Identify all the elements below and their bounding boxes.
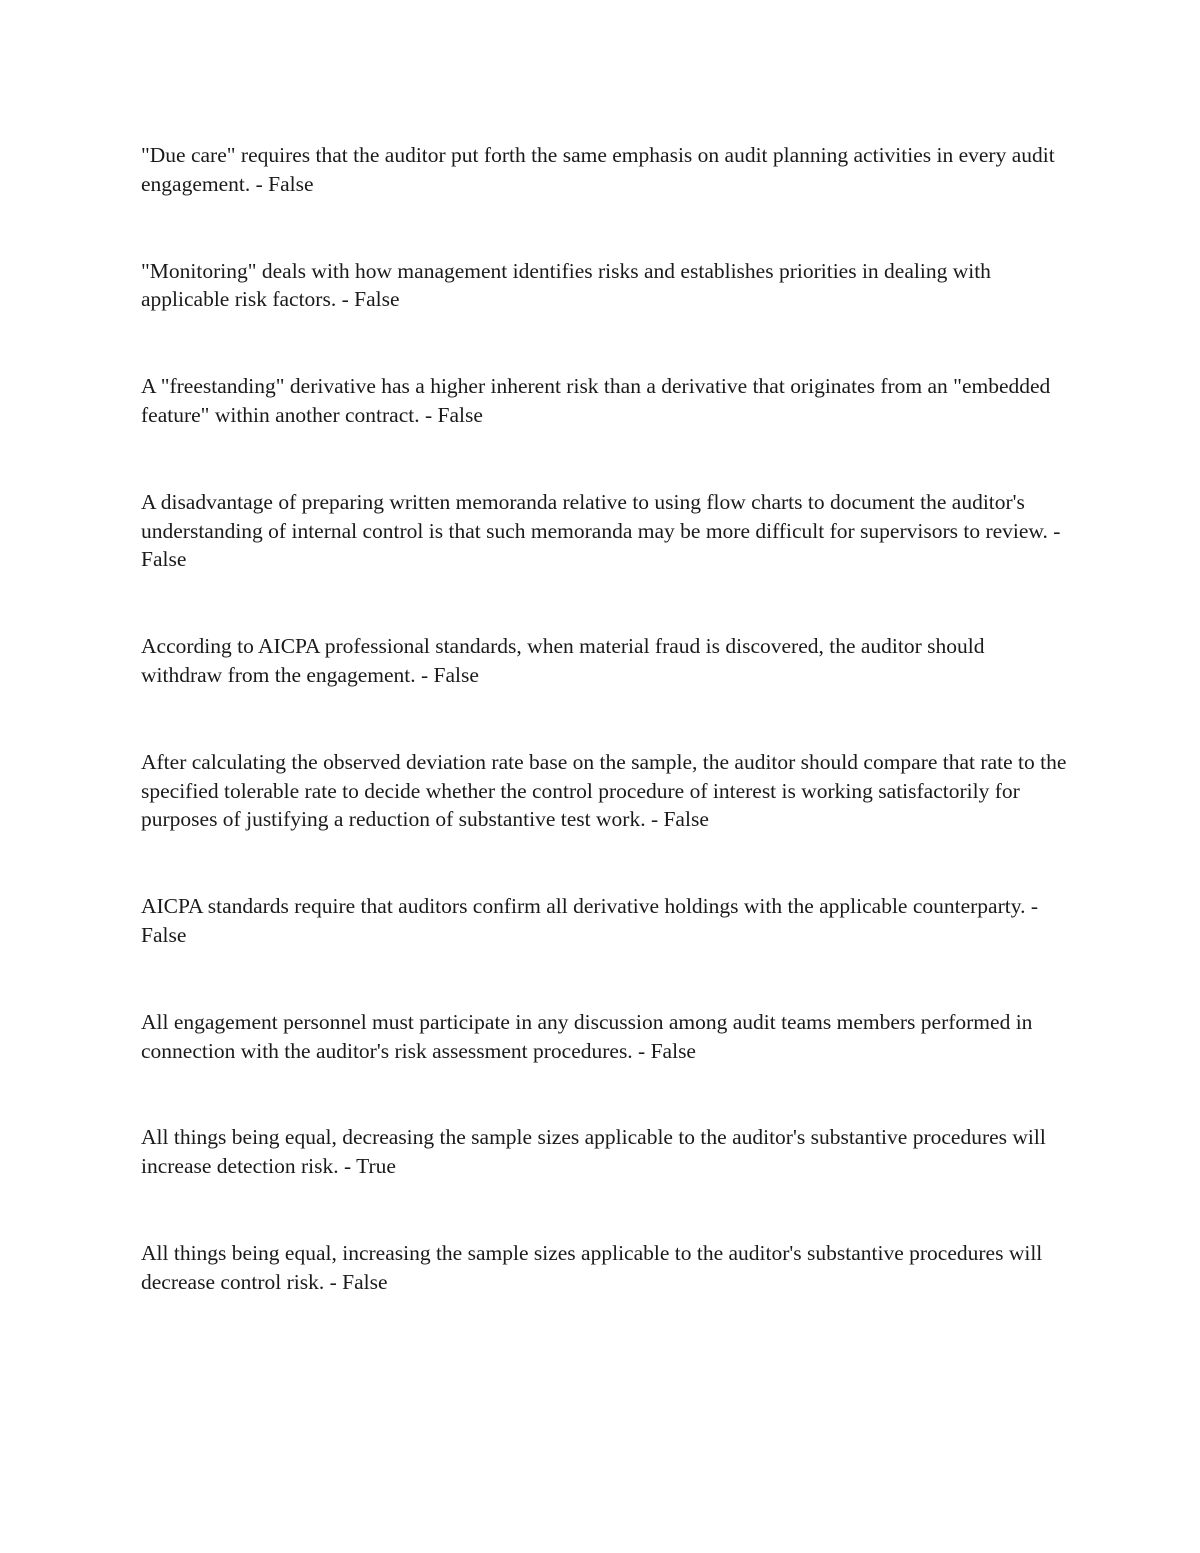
question-answer-item: A disadvantage of preparing written memoranda relative to using flow charts to document the auditor's understanding of internal control is that such memoranda may be more difficult for supervisors to review. - False bbox=[141, 489, 1061, 572]
question-answer-item: AICPA standards require that auditors confirm all derivative holdings with the applicable counterparty. - False bbox=[141, 894, 1038, 947]
question-answer-item: All things being equal, decreasing the sample sizes applicable to the auditor's substantive procedures will increase detection risk. - True bbox=[141, 1125, 1046, 1179]
question-answer-list bbox=[141, 141, 1071, 1355]
question-answer-item: A "freestanding" derivative has a higher inherent risk than a derivative that originates from an "embedded feature" within another contract. - False bbox=[141, 374, 1051, 427]
question-answer-item: "Due care" requires that the auditor put forth the same emphasis on audit planning activities in every audit engagement. - False bbox=[141, 143, 1055, 196]
question-answer-item: After calculating the observed deviation rate base on the sample, the auditor should compare that rate to the specified tolerable rate to decide whether the control procedure of interest is working satisfactorily for purposes of justifying a reduction of substantive test work. - False bbox=[141, 749, 1067, 832]
question-answer-item: All things being equal, increasing the sample sizes applicable to the auditor's substantive procedures will decrease control risk. - False bbox=[141, 1240, 1043, 1294]
question-answer-item: All engagement personnel must participate in any discussion among audit teams members performed in connection with the auditor's risk assessment procedures. - False bbox=[141, 1009, 1033, 1063]
question-answer-item: "Monitoring" deals with how management identifies risks and establishes priorities in dealing with applicable risk factors. - False bbox=[141, 258, 991, 312]
question-answer-item: According to AICPA professional standards, when material fraud is discovered, the auditor should withdraw from the engagement. - False bbox=[141, 634, 985, 687]
